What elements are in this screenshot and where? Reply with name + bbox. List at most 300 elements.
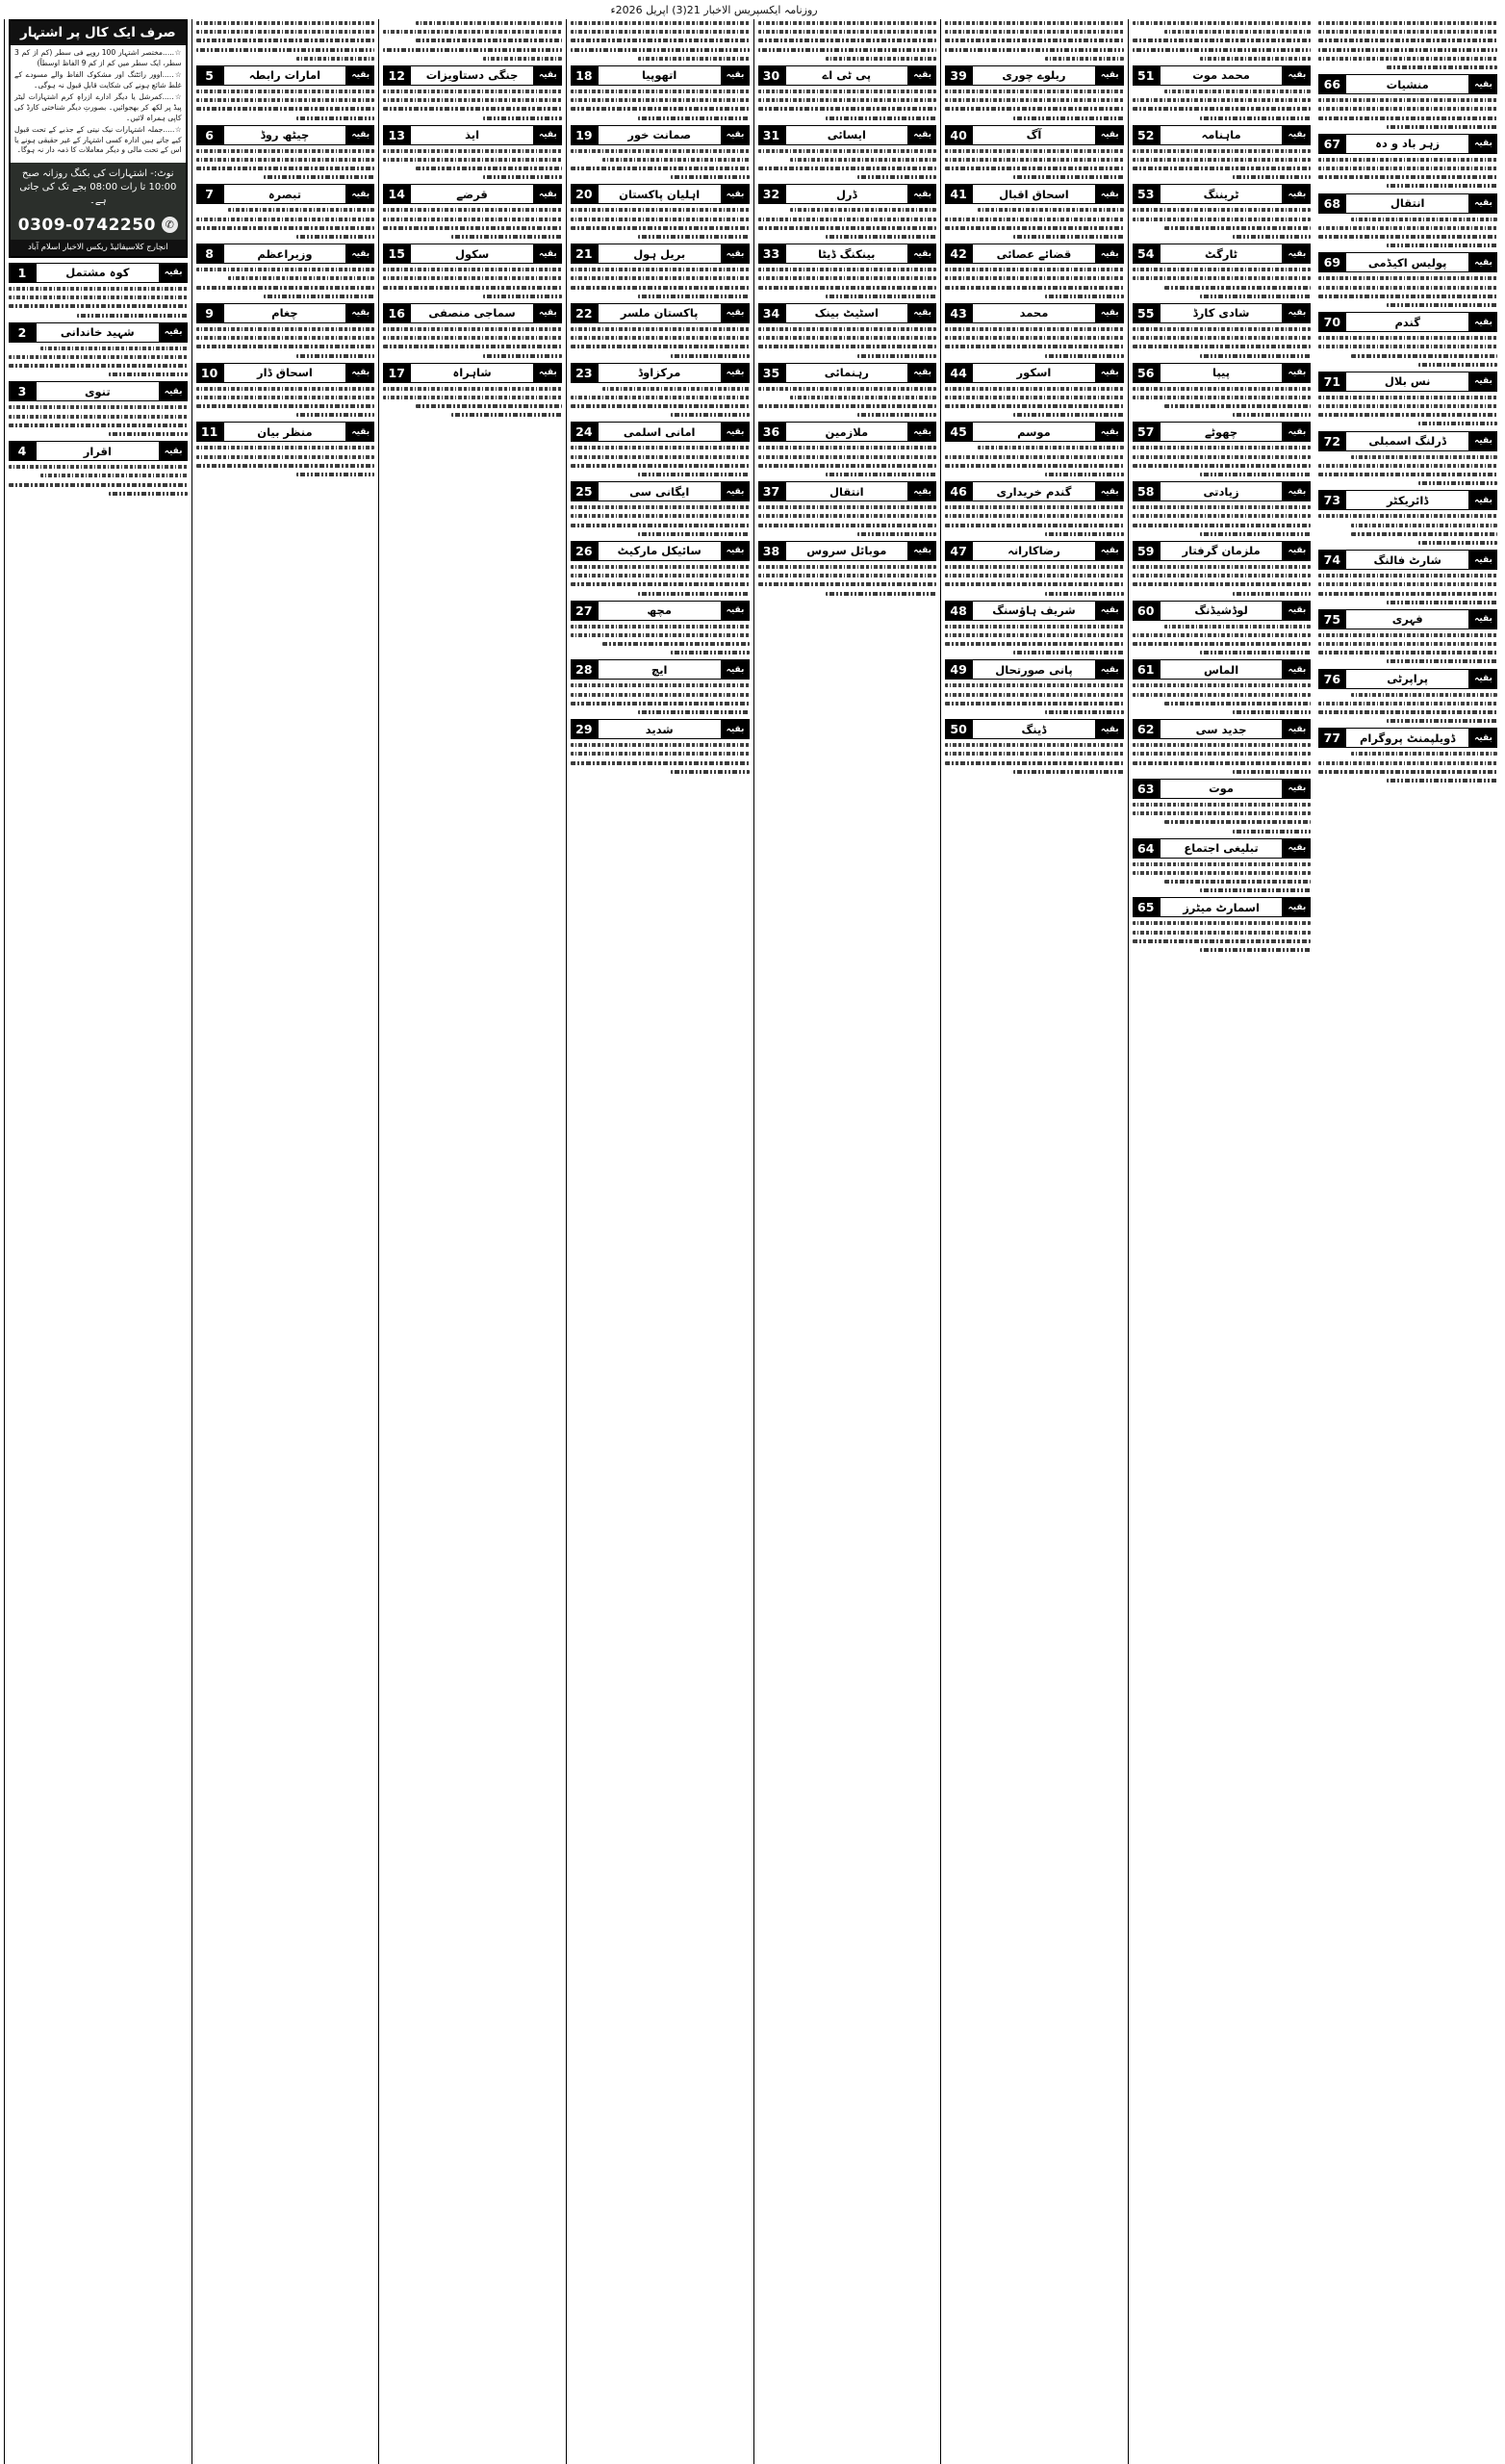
section-header-4[interactable] xyxy=(9,441,188,461)
section-title: ایگانی سی xyxy=(597,482,723,500)
section-header-70[interactable] xyxy=(1318,312,1497,332)
section-header-73[interactable] xyxy=(1318,490,1497,510)
text-line xyxy=(9,405,188,409)
section-header-72[interactable] xyxy=(1318,431,1497,451)
text-line xyxy=(483,295,562,298)
article-body-text xyxy=(571,149,750,180)
section-header-20[interactable] xyxy=(571,184,750,204)
section-title: موسم xyxy=(971,423,1097,441)
masthead-text: روزنامہ ایکسپریس الاخبار 21(3) اپریل 2026ء xyxy=(610,3,818,16)
text-line xyxy=(1133,803,1312,807)
article-body-text xyxy=(1318,218,1497,248)
text-line xyxy=(1318,226,1497,230)
text-line xyxy=(296,57,375,61)
text-line xyxy=(945,582,1124,586)
text-line xyxy=(416,404,562,408)
article-body-text xyxy=(1133,565,1312,596)
article-body-text xyxy=(9,287,188,318)
section-header-33[interactable] xyxy=(758,244,937,264)
section-header-41[interactable] xyxy=(945,184,1124,204)
text-line xyxy=(1133,505,1312,509)
section-header-61[interactable] xyxy=(1133,659,1312,680)
newspaper-column-0 xyxy=(4,19,191,2464)
section-number: 15 xyxy=(384,244,409,263)
section-number: 75 xyxy=(1319,610,1344,629)
continued-label: بقیہ xyxy=(347,304,373,322)
text-line xyxy=(758,149,937,153)
text-line xyxy=(758,90,937,93)
section-header-26[interactable] xyxy=(571,541,750,561)
text-line xyxy=(109,372,188,376)
section-number: 46 xyxy=(946,482,971,500)
section-header-46[interactable] xyxy=(945,481,1124,501)
text-line xyxy=(945,268,1124,271)
article-body-text xyxy=(196,149,375,180)
text-line xyxy=(1133,208,1312,212)
section-header-63[interactable] xyxy=(1133,779,1312,799)
continued-label: بقیہ xyxy=(161,442,187,460)
section-header-52[interactable] xyxy=(1133,125,1312,145)
section-header-12[interactable] xyxy=(383,65,562,86)
article-body-text xyxy=(1318,752,1497,783)
article-body-text xyxy=(1133,743,1312,774)
text-line xyxy=(571,48,750,52)
section-header-9[interactable] xyxy=(196,303,375,323)
text-line xyxy=(1318,413,1497,417)
text-line xyxy=(758,464,937,468)
text-line xyxy=(1045,295,1124,298)
section-header-60[interactable] xyxy=(1133,601,1312,621)
section-number: 48 xyxy=(946,602,971,620)
section-header-3[interactable] xyxy=(9,381,188,401)
text-line xyxy=(383,396,562,399)
text-line xyxy=(383,208,562,212)
text-line xyxy=(1233,235,1312,239)
text-line xyxy=(1318,651,1497,654)
page-masthead xyxy=(0,0,1505,19)
section-title: سائیکل مارکیٹ xyxy=(597,542,723,560)
text-line xyxy=(571,276,750,280)
text-line xyxy=(758,345,937,348)
text-line xyxy=(1418,363,1497,367)
continued-label: بقیہ xyxy=(1284,602,1310,620)
section-title: جنگی دستاویزات xyxy=(409,66,535,85)
section-title: اسمارٹ میٹرز xyxy=(1159,898,1285,916)
text-line xyxy=(1133,633,1312,637)
section-title: پی ٹی اے xyxy=(784,66,910,85)
text-line xyxy=(228,208,374,212)
text-line xyxy=(196,327,375,331)
section-title: اسحاق ڈار xyxy=(222,364,348,382)
section-header-58[interactable] xyxy=(1133,481,1312,501)
text-line xyxy=(383,30,562,34)
article-body-text xyxy=(1318,98,1497,129)
continued-label: بقیہ xyxy=(1470,372,1496,391)
classified-advertisement-box xyxy=(9,19,188,258)
section-header-2[interactable] xyxy=(9,322,188,343)
text-line xyxy=(571,761,750,765)
section-header-76[interactable] xyxy=(1318,669,1497,689)
text-line xyxy=(945,574,1124,578)
section-header-23[interactable] xyxy=(571,363,750,383)
section-header-74[interactable] xyxy=(1318,550,1497,570)
section-header-7[interactable] xyxy=(196,184,375,204)
text-line xyxy=(1133,48,1312,52)
text-line xyxy=(945,396,1124,399)
article-body-text xyxy=(571,505,750,536)
continued-label: بقیہ xyxy=(723,482,749,500)
section-number: 12 xyxy=(384,66,409,85)
section-title: الماس xyxy=(1159,660,1285,679)
section-header-15[interactable] xyxy=(383,244,562,264)
section-header-21[interactable] xyxy=(571,244,750,264)
text-line xyxy=(383,286,562,290)
text-line xyxy=(758,30,937,34)
text-line xyxy=(1133,582,1312,586)
section-header-18[interactable] xyxy=(571,65,750,86)
text-line xyxy=(416,167,562,170)
continued-label: بقیہ xyxy=(1284,304,1310,322)
text-line xyxy=(1318,345,1497,348)
text-line xyxy=(451,235,562,239)
text-line xyxy=(1045,710,1124,714)
text-line xyxy=(1318,175,1497,179)
text-line xyxy=(1133,693,1312,697)
section-title: ایسائی xyxy=(784,126,910,144)
section-header-71[interactable] xyxy=(1318,372,1497,392)
text-line xyxy=(758,514,937,518)
article-body-text xyxy=(571,683,750,714)
text-line xyxy=(571,574,750,578)
text-line xyxy=(1387,659,1497,663)
article-body-text xyxy=(1133,921,1312,952)
section-header-50[interactable] xyxy=(945,719,1124,739)
article-body-text xyxy=(1318,574,1497,604)
text-line xyxy=(483,57,562,61)
section-header-40[interactable] xyxy=(945,125,1124,145)
text-line xyxy=(978,208,1124,212)
section-header-1[interactable] xyxy=(9,263,188,283)
section-header-37[interactable] xyxy=(758,481,937,501)
text-line xyxy=(1318,107,1497,111)
text-line xyxy=(945,90,1124,93)
article-body-text xyxy=(1133,862,1312,893)
section-header-29[interactable] xyxy=(571,719,750,739)
section-header-53[interactable] xyxy=(1133,184,1312,204)
section-title: پولیس اکیڈمی xyxy=(1344,253,1470,271)
text-line xyxy=(1318,336,1497,340)
text-line xyxy=(1318,473,1497,476)
section-header-13[interactable] xyxy=(383,125,562,145)
continued-label: بقیہ xyxy=(723,364,749,382)
text-line xyxy=(1387,65,1497,69)
section-header-39[interactable] xyxy=(945,65,1124,86)
text-line xyxy=(945,683,1124,687)
section-header-5[interactable] xyxy=(196,65,375,86)
text-line xyxy=(383,345,562,348)
text-line xyxy=(826,57,936,61)
text-line xyxy=(945,743,1124,747)
section-header-34[interactable] xyxy=(758,303,937,323)
section-title: ملزمان گرفتار xyxy=(1159,542,1285,560)
article-body-text xyxy=(1133,505,1312,536)
text-line xyxy=(571,446,750,449)
article-body-text xyxy=(196,387,375,418)
section-title: انتقال xyxy=(784,482,910,500)
section-header-10[interactable] xyxy=(196,363,375,383)
section-header-57[interactable] xyxy=(1133,422,1312,442)
text-line xyxy=(196,387,375,391)
text-line xyxy=(1233,710,1312,714)
text-line xyxy=(1233,770,1312,774)
section-number: 72 xyxy=(1319,432,1344,450)
section-header-16[interactable] xyxy=(383,303,562,323)
text-line xyxy=(826,592,936,596)
section-number: 45 xyxy=(946,423,971,441)
text-line xyxy=(416,38,562,42)
section-title: انتقال xyxy=(1344,194,1470,213)
text-line xyxy=(571,752,750,756)
ad-rule-item: ☆.....مختصر اشتہار 100 روپے فی سطر (کم از کم 3 سطر، ایک سطر میں کم از کم 9 الفاظ اوسطاً) xyxy=(14,48,182,67)
section-header-44[interactable] xyxy=(945,363,1124,383)
text-line xyxy=(1351,524,1497,527)
continued-label: بقیہ xyxy=(1284,839,1310,858)
text-line xyxy=(1133,939,1312,943)
text-line xyxy=(1351,532,1497,536)
text-line xyxy=(9,465,188,469)
text-line xyxy=(571,226,750,230)
section-title: بریل ہول xyxy=(597,244,723,263)
article-body-text xyxy=(571,446,750,476)
section-title: زیادتی xyxy=(1159,482,1285,500)
text-line xyxy=(196,107,375,111)
text-line xyxy=(196,226,375,230)
article-body-text xyxy=(383,268,562,298)
section-number: 51 xyxy=(1134,66,1159,85)
section-header-17[interactable] xyxy=(383,363,562,383)
text-line xyxy=(40,346,187,350)
section-number: 60 xyxy=(1134,602,1159,620)
section-header-65[interactable] xyxy=(1133,897,1312,917)
text-line xyxy=(826,473,936,476)
section-title: موبائل سروس xyxy=(784,542,910,560)
section-header-35[interactable] xyxy=(758,363,937,383)
article-body-text xyxy=(1318,693,1497,724)
section-title: ریلوے چوری xyxy=(971,66,1097,85)
text-line xyxy=(758,48,937,52)
section-header-59[interactable] xyxy=(1133,541,1312,561)
article-body-text xyxy=(1318,633,1497,664)
section-header-55[interactable] xyxy=(1133,303,1312,323)
text-line xyxy=(671,175,750,179)
section-title: جدید سی xyxy=(1159,720,1285,738)
text-line xyxy=(483,354,562,358)
section-title: پیپا xyxy=(1159,364,1285,382)
text-line xyxy=(196,149,375,153)
section-number: 43 xyxy=(946,304,971,322)
section-header-68[interactable] xyxy=(1318,193,1497,214)
article-body-text xyxy=(1133,327,1312,358)
article-body-text xyxy=(758,387,937,418)
text-line xyxy=(1013,235,1124,239)
text-line xyxy=(196,21,375,25)
section-header-25[interactable] xyxy=(571,481,750,501)
text-line xyxy=(1164,90,1311,93)
text-line xyxy=(758,286,937,290)
text-line xyxy=(571,327,750,331)
section-number: 17 xyxy=(384,364,409,382)
section-header-56[interactable] xyxy=(1133,363,1312,383)
section-header-75[interactable] xyxy=(1318,609,1497,629)
continued-label: بقیہ xyxy=(723,304,749,322)
text-line xyxy=(1133,811,1312,815)
section-title: سکول xyxy=(409,244,535,263)
section-number: 35 xyxy=(759,364,784,382)
section-header-51[interactable] xyxy=(1133,65,1312,86)
text-line xyxy=(196,396,375,399)
ad-phone-row[interactable] xyxy=(11,213,186,240)
section-header-62[interactable] xyxy=(1133,719,1312,739)
text-line xyxy=(945,276,1124,280)
continued-label: بقیہ xyxy=(1470,194,1496,213)
article-body-text xyxy=(945,268,1124,298)
article-body-text xyxy=(758,268,937,298)
text-line xyxy=(1133,158,1312,162)
section-header-24[interactable] xyxy=(571,422,750,442)
continued-label: بقیہ xyxy=(909,304,935,322)
text-line xyxy=(945,464,1124,468)
text-line xyxy=(638,235,749,239)
text-line xyxy=(9,287,188,291)
continued-label: بقیہ xyxy=(1284,482,1310,500)
text-line xyxy=(1318,761,1497,765)
text-line xyxy=(671,354,750,358)
section-number: 20 xyxy=(572,185,597,203)
section-header-48[interactable] xyxy=(945,601,1124,621)
section-number: 11 xyxy=(197,423,222,441)
section-header-14[interactable] xyxy=(383,184,562,204)
article-body-text xyxy=(758,90,937,120)
text-line xyxy=(296,473,375,476)
section-number: 19 xyxy=(572,126,597,144)
article-body-text xyxy=(571,90,750,120)
text-line xyxy=(638,710,749,714)
text-line xyxy=(638,532,749,536)
text-line xyxy=(296,235,375,239)
text-line xyxy=(1133,98,1312,102)
text-line xyxy=(945,404,1124,408)
text-line xyxy=(638,116,749,120)
text-line xyxy=(1133,446,1312,449)
text-line xyxy=(1351,693,1497,697)
text-line xyxy=(483,116,562,120)
section-header-43[interactable] xyxy=(945,303,1124,323)
section-header-38[interactable] xyxy=(758,541,937,561)
text-line xyxy=(1133,761,1312,765)
text-line xyxy=(758,107,937,111)
newspaper-column-4 xyxy=(753,19,941,2464)
section-header-69[interactable] xyxy=(1318,252,1497,272)
section-header-32[interactable] xyxy=(758,184,937,204)
text-line xyxy=(1318,702,1497,706)
section-number: 10 xyxy=(197,364,222,382)
section-header-42[interactable] xyxy=(945,244,1124,264)
section-header-45[interactable] xyxy=(945,422,1124,442)
section-title: سماجی منصفی xyxy=(409,304,535,322)
text-line xyxy=(9,415,188,419)
section-header-8[interactable] xyxy=(196,244,375,264)
section-header-31[interactable] xyxy=(758,125,937,145)
section-number: 44 xyxy=(946,364,971,382)
continued-label: بقیہ xyxy=(909,542,935,560)
section-header-54[interactable] xyxy=(1133,244,1312,264)
continued-label: بقیہ xyxy=(723,66,749,85)
text-line xyxy=(196,167,375,170)
text-line xyxy=(571,702,750,706)
text-line xyxy=(451,413,562,417)
section-header-27[interactable] xyxy=(571,601,750,621)
section-number: 39 xyxy=(946,66,971,85)
ad-phone-number[interactable]: 0309-0742250 xyxy=(17,215,156,235)
article-body-text xyxy=(1133,208,1312,239)
section-header-64[interactable] xyxy=(1133,838,1312,859)
text-line xyxy=(77,314,188,318)
section-title: چغام xyxy=(222,304,348,322)
section-title: ایذ xyxy=(409,126,535,144)
section-number: 67 xyxy=(1319,135,1344,153)
continued-label: بقیہ xyxy=(723,244,749,263)
article-body-text xyxy=(945,21,1124,61)
text-line xyxy=(1164,30,1311,34)
text-line xyxy=(945,642,1124,646)
section-title: چھوٹے xyxy=(1159,423,1285,441)
section-number: 52 xyxy=(1134,126,1159,144)
text-line xyxy=(1133,21,1312,25)
section-header-22[interactable] xyxy=(571,303,750,323)
text-line xyxy=(945,38,1124,42)
continued-label: بقیہ xyxy=(1470,313,1496,331)
section-title: ڈرلنگ اسمبلی xyxy=(1344,432,1470,450)
section-header-11[interactable] xyxy=(196,422,375,442)
continued-label: بقیہ xyxy=(1097,660,1123,679)
article-body-text xyxy=(758,149,937,180)
section-title: ڈرل xyxy=(784,185,910,203)
section-header-67[interactable] xyxy=(1318,134,1497,154)
section-header-36[interactable] xyxy=(758,422,937,442)
text-line xyxy=(602,158,749,162)
newspaper-column-7 xyxy=(1314,19,1501,2464)
section-header-28[interactable] xyxy=(571,659,750,680)
text-line xyxy=(383,158,562,162)
section-header-47[interactable] xyxy=(945,541,1124,561)
section-title: ملازمین xyxy=(784,423,910,441)
section-number: 56 xyxy=(1134,364,1159,382)
section-header-6[interactable] xyxy=(196,125,375,145)
text-line xyxy=(758,446,937,449)
text-line xyxy=(1318,574,1497,578)
text-line xyxy=(109,492,188,496)
section-header-77[interactable] xyxy=(1318,728,1497,748)
section-header-30[interactable] xyxy=(758,65,937,86)
text-line xyxy=(1318,48,1497,52)
section-header-66[interactable] xyxy=(1318,74,1497,94)
continued-label: بقیہ xyxy=(1097,244,1123,263)
section-title: اسحاق اقبال xyxy=(971,185,1097,203)
article-body-text xyxy=(1133,268,1312,298)
section-header-49[interactable] xyxy=(945,659,1124,680)
section-header-19[interactable] xyxy=(571,125,750,145)
text-line xyxy=(1133,149,1312,153)
